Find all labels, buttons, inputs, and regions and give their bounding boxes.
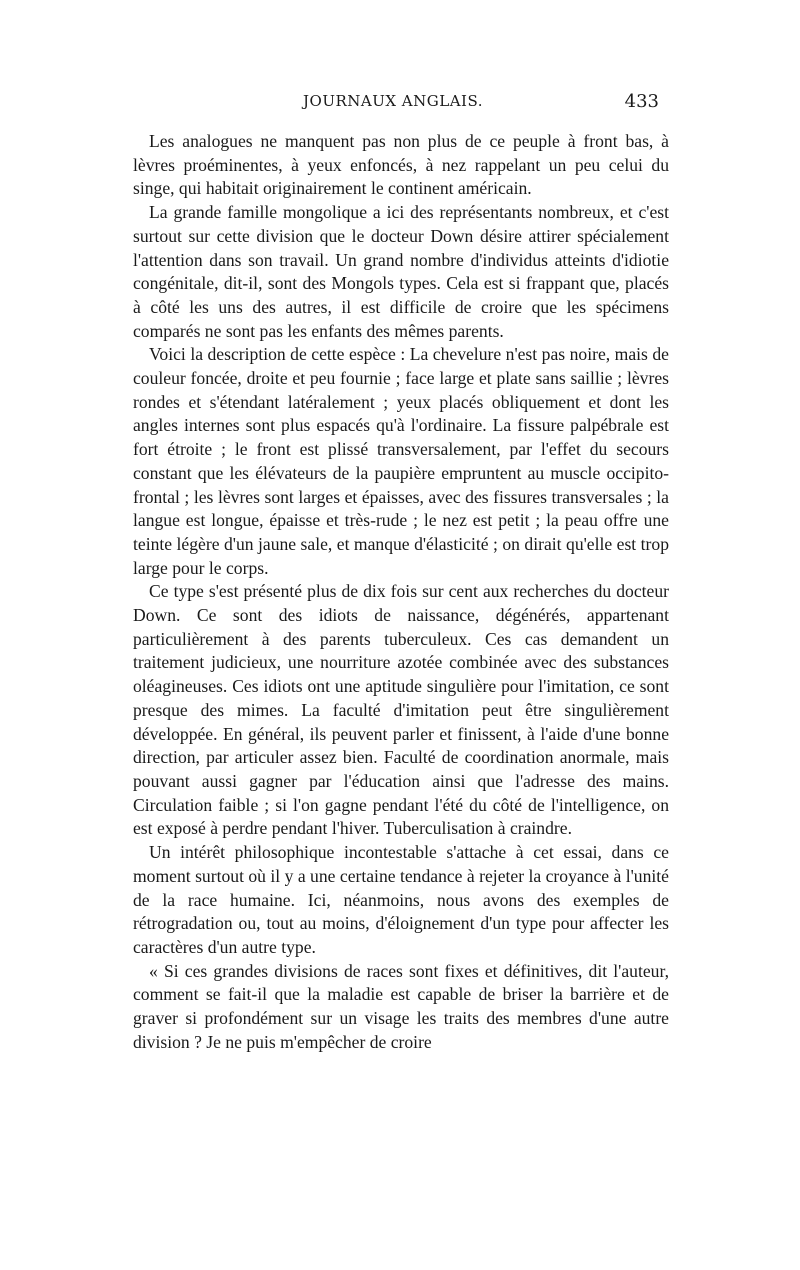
running-head	[133, 91, 659, 114]
page-number: 433	[624, 91, 659, 112]
paragraph: Voici la description de cette espèce : La chevelure n'est pas noire, mais de couleur foncée, droite et peu fournie ; face large et plate sans saillie ; lèvres rondes et s'étendant latéralement ; yeux placés obliquement et dont les angles internes sont plus espacés qu'à l'ordinaire. La fissure palpébrale est fort étroite ; le front est plissé transversalement, par l'effet du secours constant que les élévateurs de la paupière empruntent au muscle occipito-frontal ; les lèvres sont larges et épaisses, avec des fissures transversales ; la langue est longue, épaisse et très-rude ; le nez est petit ; la peau offre une teinte légère d'un jaune sale, et manque d'élasticité ; on dirait qu'elle est trop large pour le corps.	[133, 344, 669, 578]
body-text	[133, 130, 669, 1054]
paragraph: Les analogues ne manquent pas non plus de ce peuple à front bas, à lèvres proéminentes, à yeux enfoncés, à nez rappelant un peu celui du singe, qui habitait originairement le continent américain.	[133, 131, 669, 199]
paragraph: La grande famille mongolique a ici des représentants nombreux, et c'est surtout sur cette division que le docteur Down désire attirer spécialement l'attention dans son travail. Un grand nombre d'individus atteints d'idiotie congénitale, dit-il, sont des Mongols types. Cela est si frappant que, placés à côté les uns des autres, il est difficile de croire que les spécimens comparés ne sont pas les enfants des mêmes parents.	[133, 202, 669, 341]
running-title: JOURNAUX ANGLAIS.	[303, 92, 483, 110]
paragraph: « Si ces grandes divisions de races sont fixes et définitives, dit l'auteur, comment se fait-il que la maladie est capable de briser la barrière et de graver si profondément sur un visage les traits des membres d'une autre division ? Je ne puis m'empêcher de croire	[133, 960, 669, 1052]
paragraph: Ce type s'est présenté plus de dix fois sur cent aux recherches du docteur Down. Ce sont des idiots de naissance, dégénérés, appartenant particulièrement à des parents tuberculeux. Ces cas demandent un traitement judicieux, une nourriture azotée combinée avec des substances oléagineuses. Ces idiots ont une aptitude singulière pour l'imitation, ce sont presque des mimes. La faculté d'imitation peut être singulièrement développée. En général, ils peuvent parler et finissent, à l'aide d'une bonne direction, par articuler assez bien. Faculté de coordination anormale, mais pouvant aussi gagner par l'éducation ainsi que l'adresse des mains. Circulation faible ; si l'on gagne pendant l'été du côté de l'intelligence, on est exposé à perdre pendant l'hiver. Tuberculisation à craindre.	[133, 581, 669, 839]
paragraph: Un intérêt philosophique incontestable s'attache à cet essai, dans ce moment surtout où il y a une certaine tendance à rejeter la croyance à l'unité de la race humaine. Ici, néanmoins, nous avons des exemples de rétrogradation ou, tout au moins, d'éloignement d'un type pour affecter les caractères d'un autre type.	[133, 842, 669, 957]
